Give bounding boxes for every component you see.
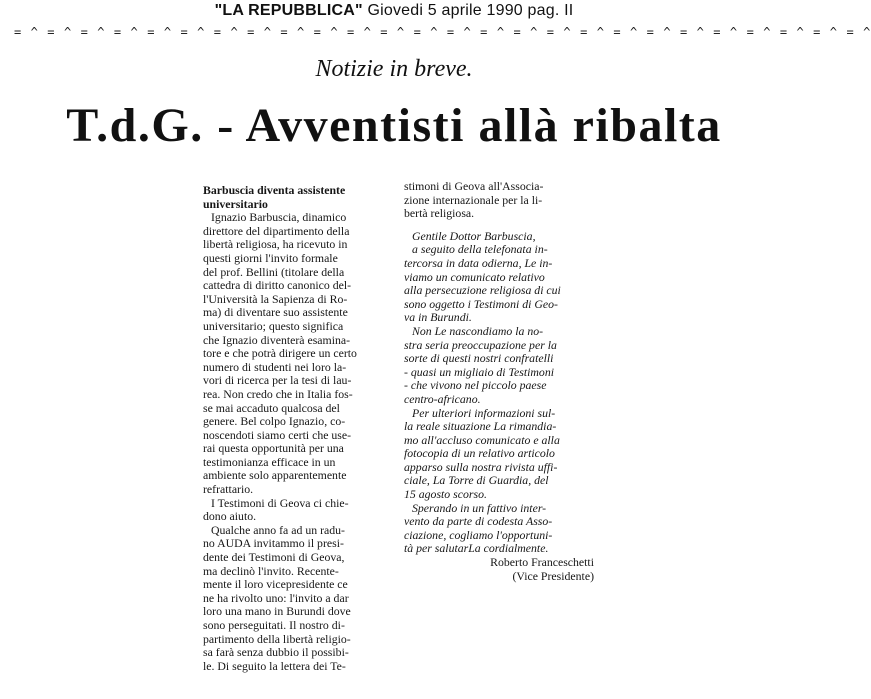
decorative-divider: = ^ = ^ = ^ = ^ = ^ = ^ = ^ = ^ = ^ = ^ = ^ = ^ = ^ = ^ = ^ = ^ = ^ = ^ = ^ = ^ = ^ = ^ = ^ = ^ = ^ = ^ [14, 25, 871, 39]
text-line: rai questa opportunità per una [203, 441, 344, 456]
text-line: la reale situazione La rimandia- [404, 419, 557, 434]
text-line: Per ulteriori informazioni sul- [412, 405, 556, 420]
text-line: mo all'accluso comunicato e alla [404, 432, 560, 447]
text-line: bertà religiosa. [404, 206, 475, 221]
text-line: loro una mano in Burundi dove [203, 604, 351, 619]
text-line: del prof. Bellini (titolare della [203, 264, 345, 279]
text-line: Sperando in un fattivo inter- [412, 500, 547, 515]
text-line: le. Di seguito la lettera dei Te- [203, 658, 346, 673]
headline: T.d.G. - Avventisti allà ribalta [66, 99, 722, 152]
text-line: partimento della libertà religio- [203, 631, 351, 646]
section-title: Notizie in breve. [315, 56, 473, 82]
text-line: refrattario. [203, 482, 254, 497]
text-line: va in Burundi. [404, 310, 472, 325]
article-column-2 [404, 180, 600, 583]
date-page: Giovedi 5 aprile 1990 pag. II [367, 2, 574, 19]
text-line: l'Università la Sapienza di Ro- [203, 291, 348, 306]
letter-salutation: Gentile Dottor Barbuscia, [412, 228, 536, 243]
signature-block [404, 556, 600, 583]
text-line: noscendoti siamo certi che use- [203, 427, 352, 442]
signature-name: Roberto Franceschetti [490, 555, 594, 570]
text-line: ne ha rivolto uno: l'invito a dar [203, 590, 349, 605]
text-line: ambiente solo apparentemente [203, 468, 347, 483]
text-line: - che vivono nel piccolo paese [404, 378, 547, 393]
text-line: Ignazio Barbuscia, dinamico [211, 210, 347, 225]
letter-body [404, 230, 600, 556]
text-line: no AUDA invitammo il presi- [203, 536, 344, 551]
subheading-testimoni [203, 497, 391, 524]
text-line: se mai accaduto qualcosa del [203, 400, 340, 415]
text-line: tercorsa in data odierna, Le in- [404, 255, 553, 270]
paragraph-barbuscia [203, 211, 391, 496]
paragraph-auda [203, 524, 391, 674]
text-line: sono perseguitati. Il nostro di- [203, 618, 345, 632]
text-line: 15 agosto scorso. [404, 487, 487, 502]
text-line: tà per salutarLa cordialmente. [404, 541, 549, 556]
text-line: apparso sulla nostra rivista uffi- [404, 459, 558, 474]
text-line: viamo un comunicato relativo [404, 269, 545, 284]
text-line: sa farà senza dubbio il possibi- [203, 645, 349, 660]
text-line: sono oggetto i Testimoni di Geo- [404, 296, 558, 311]
text-line: mente il loro vicepresidente ce [203, 577, 348, 592]
text-line: ciale, La Torre di Guardia, del [404, 473, 549, 488]
article-column-1 [203, 184, 391, 673]
signature-title: (Vice Presidente) [512, 568, 594, 583]
text-line: che Ignazio diventerà esamina- [203, 332, 351, 347]
text-line: dono aiuto. [203, 509, 257, 524]
text-line: - quasi un migliaio di Testimoni [404, 364, 554, 379]
text-line: tore e che potrà dirigere un certo [203, 346, 357, 361]
text-line: universitario [203, 196, 268, 211]
text-line: numero di studenti nei loro la- [203, 359, 347, 374]
text-line: stra seria preoccupazione per la [404, 337, 557, 352]
text-line: sorte di questi nostri confratelli [404, 351, 554, 366]
text-line: Non Le nascondiamo la no- [412, 323, 544, 338]
text-line: vori di ricerca per la tesi di lau- [203, 373, 352, 388]
text-line: a seguito della telefonata in- [412, 242, 548, 257]
text-line: direttore del dipartimento della [203, 223, 350, 238]
masthead-line [0, 2, 788, 20]
text-line: genere. Bel colpo Ignazio, co- [203, 414, 346, 429]
text-line: libertà religiosa, ha ricevuto in [203, 237, 348, 252]
newspaper-name: "LA REPUBBLICA" [214, 2, 363, 19]
text-line: Barbuscia diventa assistente [203, 183, 346, 197]
text-line: rea. Non credo che in Italia fos- [203, 386, 353, 401]
text-line: testimonianza efficace in un [203, 454, 336, 469]
text-line: ma) di diventare suo assistente [203, 305, 348, 320]
text-line: cattedra di diritto canonico del- [203, 278, 352, 293]
text-line: universitario; questo significa [203, 318, 344, 333]
text-line: stimoni di Geova all'Associa- [404, 179, 544, 193]
text-line: ciazione, cogliamo l'opportuni- [404, 527, 553, 542]
text-line: ma declinò l'invito. Recente- [203, 563, 339, 578]
text-line: alla persecuzione religiosa di cui [404, 283, 561, 298]
text-line: Qualche anno fa ad un radu- [211, 522, 345, 537]
text-line: vento da parte di codesta Asso- [404, 514, 553, 529]
paragraph-continuation [404, 180, 600, 221]
text-line: questi giorni l'invito formale [203, 250, 338, 265]
text-line: I Testimoni di Geova ci chie- [211, 495, 349, 510]
subheading-barbuscia [203, 184, 391, 211]
text-line: centro-africano. [404, 391, 481, 406]
text-line: fotocopia di un relativo articolo [404, 446, 555, 461]
text-line: dente dei Testimoni di Geova, [203, 550, 345, 565]
text-line: zione internazionale per la li- [404, 192, 543, 207]
